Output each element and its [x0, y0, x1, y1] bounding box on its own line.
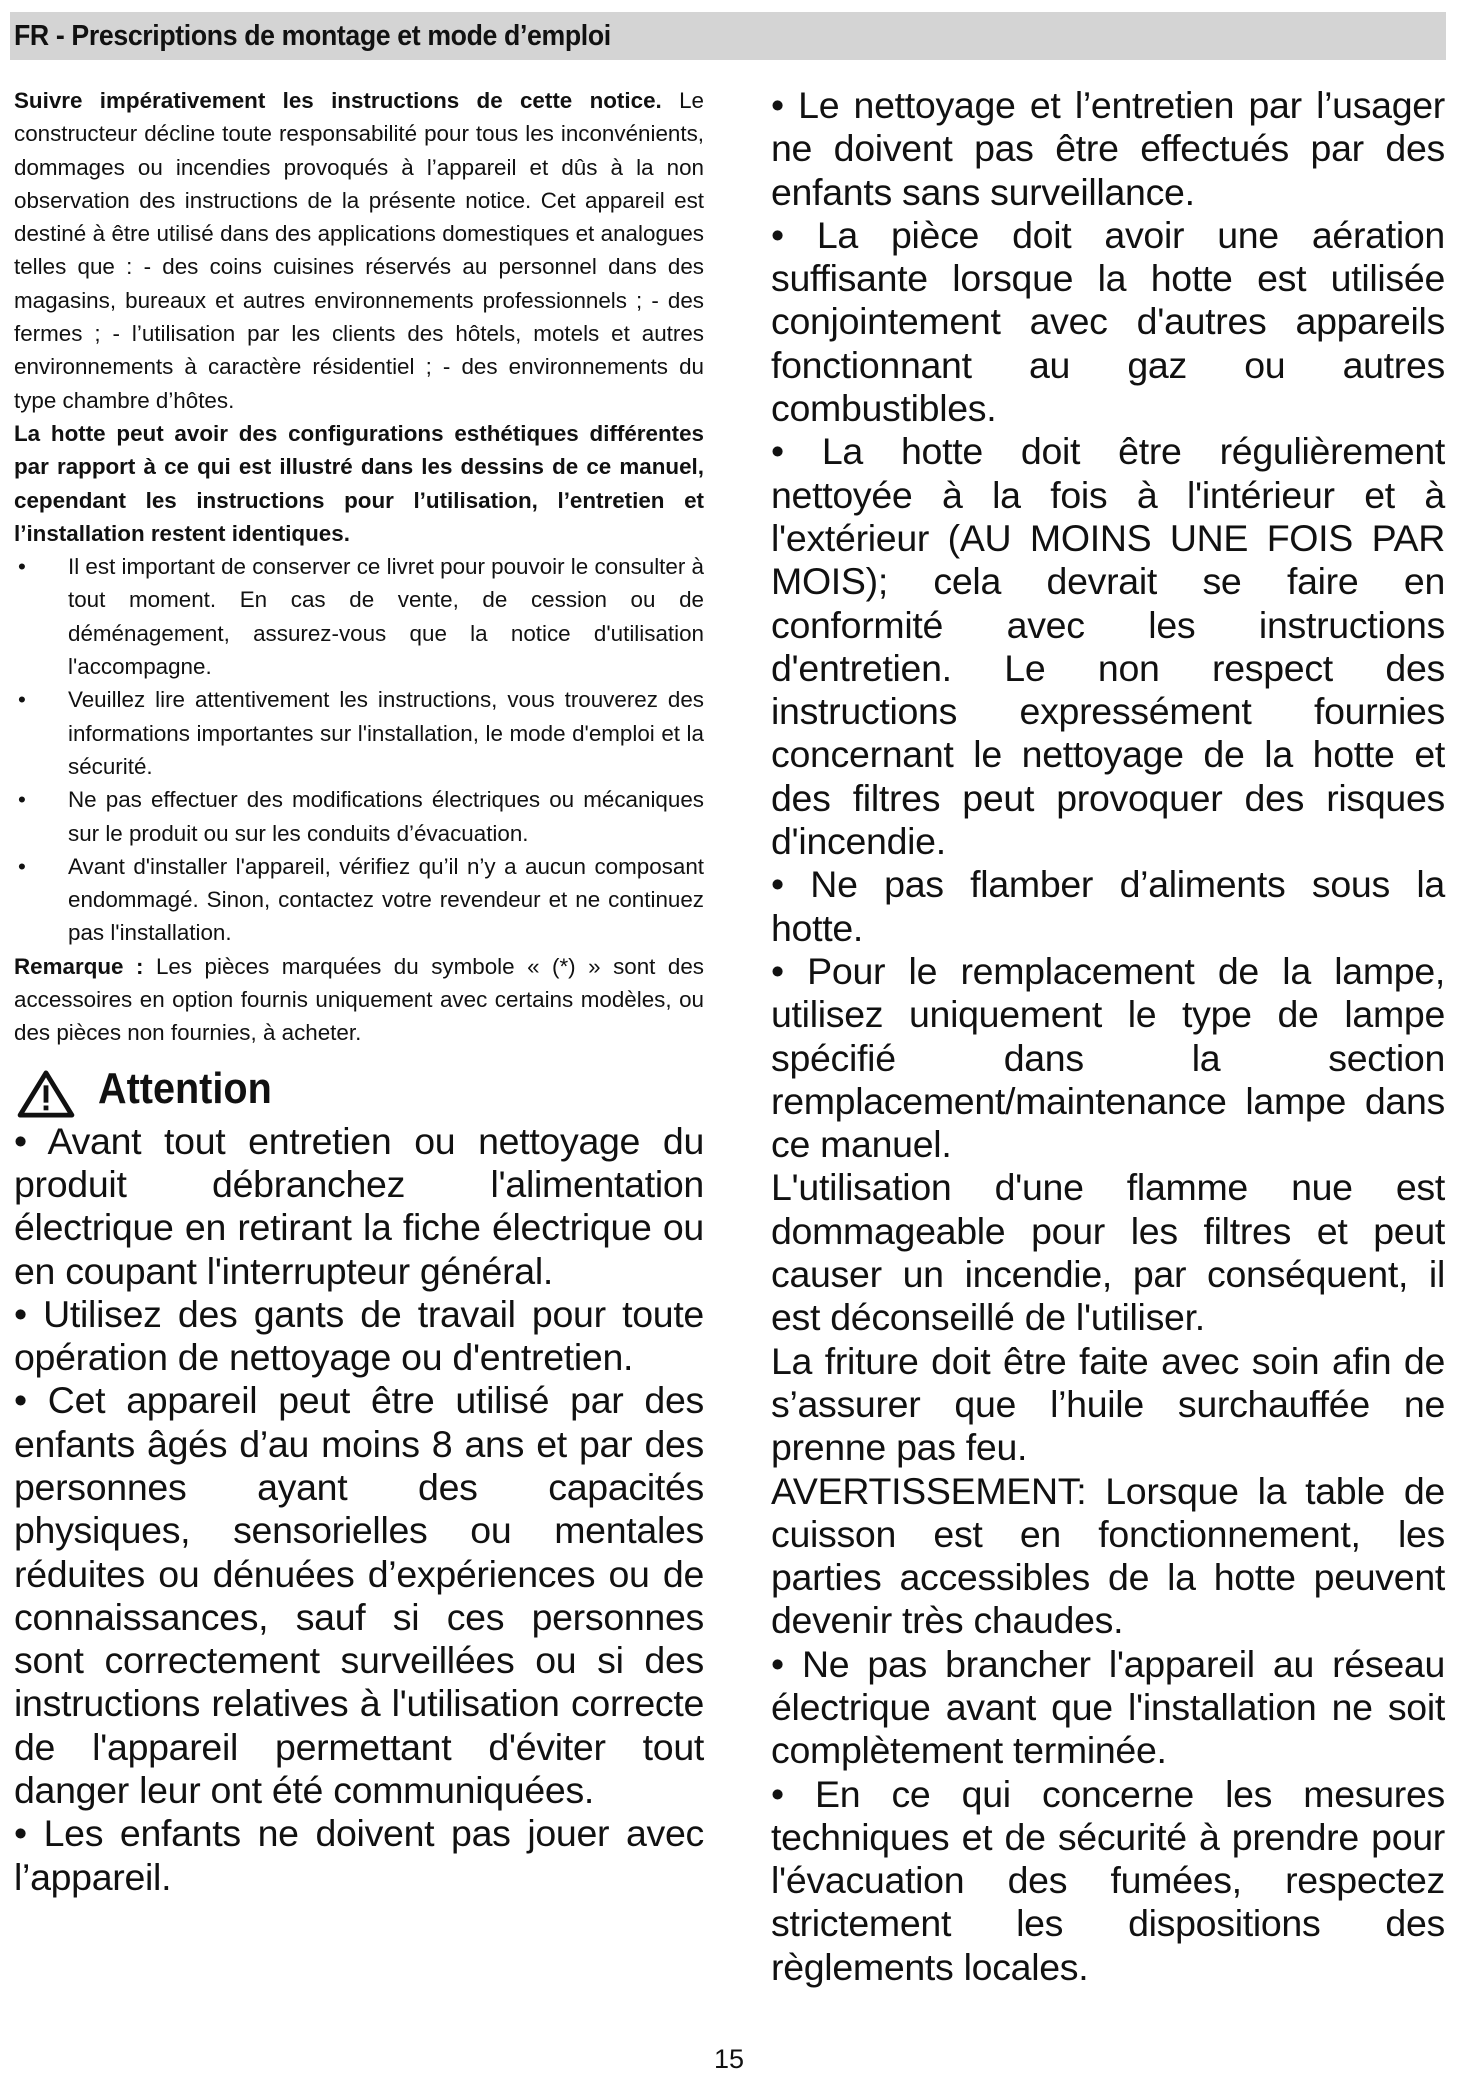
list-item-text: Avant d'installer l'appareil, vérifiez qu’il n’y a aucun composant endommagé. Sinon, contactez votre revendeur et ne continuez pas l'installation.: [68, 853, 704, 946]
safety-paragraph: • Ne pas brancher l'appareil au réseau électrique avant que l'installation ne soit complètement terminée.: [771, 1642, 1445, 1772]
list-item: [14, 783, 704, 850]
safety-paragraph: La friture doit être faite avec soin afin de s’assurer que l’huile surchauffée ne prenne pas feu.: [771, 1339, 1445, 1469]
page-header: [10, 12, 1446, 60]
remark-label: Remarque :: [14, 953, 144, 979]
remark-text: Les pièces marquées du symbole « (*) » sont des accessoires en option fournis uniquement avec certains modèles, ou des pièces non fournies, à acheter.: [14, 953, 704, 1046]
attention-title: Attention: [98, 1063, 272, 1113]
list-item-text: Veuillez lire attentivement les instructions, vous trouverez des informations importantes sur l'installation, le mode d'emploi et la sécurité.: [68, 687, 704, 779]
attention-paragraph: • Utilisez des gants de travail pour toute opération de nettoyage ou d'entretien.: [14, 1292, 704, 1379]
safety-paragraph: • La hotte doit être régulièrement nettoyée à la fois à l'intérieur et à l'extérieur (AU MOINS UNE FOIS PAR MOIS); cela devrait se faire en conformité avec les instructions d'entretien. Le non respect des instructions expressément fournies concernant le nettoyage de la hotte et des filtres peut provoquer des risques d'incendie.: [771, 430, 1445, 863]
list-item: [14, 850, 704, 950]
list-item-text: Il est important de conserver ce livret pour pouvoir le consulter à tout moment. En cas de vente, de cession ou de déménagement, assurez-vous que la notice d'utilisation l'accompagne.: [68, 554, 704, 680]
safety-text: [771, 84, 1445, 1989]
warning-icon: [16, 1070, 76, 1118]
intro-bold: Suivre impérativement les instructions de cette notice.: [14, 88, 662, 113]
safety-paragraph: AVERTISSEMENT: Lorsque la table de cuisson est en fonctionnement, les parties accessibles de la hotte peuvent devenir très chaudes.: [771, 1469, 1445, 1642]
attention-paragraph: • Cet appareil peut être utilisé par des enfants âgés d’au moins 8 ans et par des personnes ayant des capacités physiques, sensorielles ou mentales réduites ou dénuées d’expériences ou de connaissances, sauf si ces personnes sont correctement surveillées ou si des instructions relatives à l'utilisation correcte de l'appareil permettant d'éviter tout danger leur ont été communiquées.: [14, 1379, 704, 1812]
bullet-list: [14, 550, 704, 950]
bullet-icon: •: [18, 554, 26, 580]
attention-heading: [14, 1064, 704, 1120]
page-title: FR - Prescriptions de montage et mode d’emploi: [14, 20, 611, 52]
safety-paragraph: • Ne pas flamber d’aliments sous la hotte.: [771, 863, 1445, 949]
attention-text: [14, 1120, 704, 1899]
left-column: [14, 84, 704, 1899]
safety-paragraph: • La pièce doit avoir une aération suffisante lorsque la hotte est utilisée conjointement avec d'autres appareils fonctionnant au gaz ou autres combustibles.: [771, 213, 1445, 430]
bullet-icon: •: [18, 787, 26, 813]
attention-paragraph: • Avant tout entretien ou nettoyage du produit débranchez l'alimentation électrique en retirant la fiche électrique ou en coupant l'interrupteur général.: [14, 1119, 704, 1292]
safety-paragraph: • Le nettoyage et l’entretien par l’usager ne doivent pas être effectués par des enfants sans surveillance.: [771, 84, 1445, 213]
page-number: 15: [713, 2044, 745, 2074]
config-paragraph: [14, 417, 704, 550]
config-bold: La hotte peut avoir des configurations esthétiques différentes par rapport à ce qui est illustré dans les dessins de ce manuel, cependant les instructions pour l’utilisation, l’entretien et l’installation restent identiques.: [14, 420, 704, 546]
safety-paragraph: • En ce qui concerne les mesures techniques et de sécurité à prendre pour l'évacuation des fumées, respectez strictement les dispositions des règlements locales.: [771, 1772, 1445, 1988]
attention-paragraph: • Les enfants ne doivent pas jouer avec l’appareil.: [14, 1812, 704, 1898]
intro-text: Le constructeur décline toute responsabilité pour tous les inconvénients, dommages ou incendies provoqués à l’appareil et dûs à la non observation des instructions de la présente notice. Cet appareil est destiné à être utilisé dans des applications domestiques et analogues telles que : - des coins cuisines réservés au personnel dans des magasins, bureaux et autres environnements professionnels ; - des fermes ; - l’utilisation par les clients des hôtels, motels et autres environnements à caractère résidentiel ; - des environnements du type chambre d’hôtes.: [14, 88, 704, 413]
right-column: [771, 84, 1445, 1989]
intro-paragraph: [14, 84, 704, 417]
safety-paragraph: • Pour le remplacement de la lampe, utilisez uniquement le type de lampe spécifié dans la section remplacement/maintenance lampe dans ce manuel.: [771, 949, 1445, 1166]
bullet-icon: •: [18, 687, 26, 713]
list-item-text: Ne pas effectuer des modifications électriques ou mécaniques sur le produit ou sur les conduits d’évacuation.: [68, 787, 704, 846]
list-item: [14, 550, 704, 683]
bullet-icon: •: [18, 853, 26, 879]
safety-paragraph: L'utilisation d'une flamme nue est dommageable pour les filtres et peut causer un incendie, par conséquent, il est déconseillé de l'utiliser.: [771, 1166, 1445, 1339]
list-item: [14, 683, 704, 783]
remark-paragraph: [14, 950, 704, 1050]
